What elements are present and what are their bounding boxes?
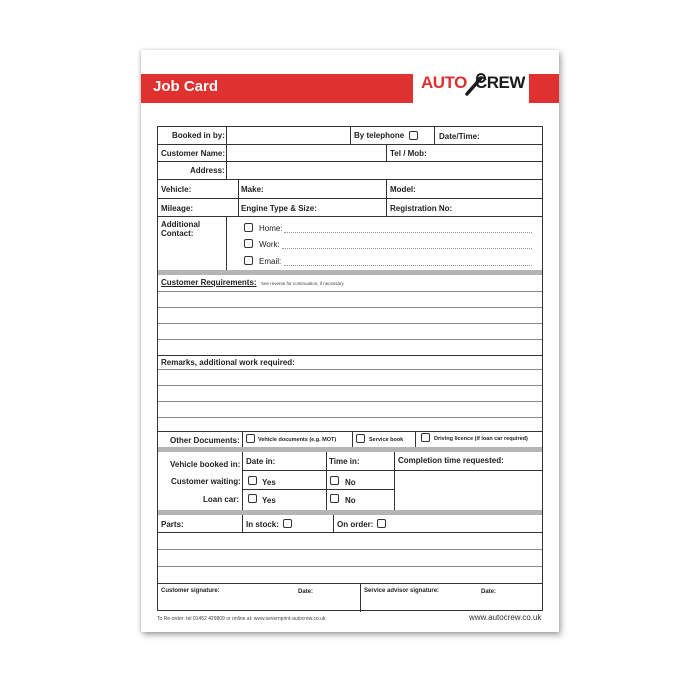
section-separator-3 [158,510,542,515]
advisor-date-label: Date: [481,589,497,595]
tel-mob-label: Tel / Mob: [390,149,427,158]
vehicle-booked-in-label: Vehicle booked in: [170,460,241,469]
email-line[interactable] [284,265,532,266]
on-order-label: On order: [337,520,374,529]
driving-licence-checkbox[interactable] [421,433,430,442]
customer-waiting-no-label: No [345,478,356,487]
other-documents-label: Other Documents: [170,436,240,445]
loan-car-no-label: No [345,496,356,505]
work-line[interactable] [282,248,532,249]
vehicle-label: Vehicle: [161,185,192,194]
home-line[interactable] [284,232,532,233]
by-telephone-checkbox[interactable] [409,131,418,140]
loan-car-yes-checkbox[interactable] [248,494,257,503]
engine-type-label: Engine Type & Size: [241,204,317,213]
loan-car-no-checkbox[interactable] [330,494,339,503]
customer-name-label: Customer Name: [161,149,226,158]
parts-label: Parts: [161,520,184,529]
home-checkbox[interactable] [244,223,253,232]
job-card-sheet [141,50,559,632]
additional-contact-label-1: Additional [161,220,201,229]
reorder-text: To Re-order: tel 01452 429809 or online at: www.severnprint-autocrew.co.uk [157,616,326,622]
customer-waiting-label: Customer waiting: [171,477,241,486]
logo-auto-text: AUTO [421,73,467,92]
on-order-checkbox[interactable] [377,519,386,528]
loan-car-label: Loan car: [203,495,240,504]
customer-waiting-no-checkbox[interactable] [330,476,339,485]
work-label: Work: [259,240,280,249]
customer-requirements-title: Customer Requirements: [161,278,257,287]
customer-date-label: Date: [298,589,314,595]
mileage-label: Mileage: [161,204,194,213]
vehicle-documents-label: Vehicle documents (e.g. MOT) [258,437,337,443]
header-bar-right [529,74,559,103]
logo-crew-text: CREW [475,73,525,92]
in-stock-checkbox[interactable] [283,519,292,528]
work-checkbox[interactable] [244,239,253,248]
website-text: www.autocrew.co.uk [469,613,542,622]
requirements-note: See reverse for continuation, if necessary [261,281,344,286]
remarks-title: Remarks, additional work required: [161,358,295,367]
email-label: Email: [259,257,282,266]
advisor-signature-label: Service advisor signature: [364,588,440,594]
booked-in-by-label: Booked in by: [172,131,225,140]
time-in-label: Time in: [329,457,360,466]
completion-time-label: Completion time requested: [398,456,504,465]
additional-contact-label-2: Contact: [161,229,194,238]
customer-waiting-yes-label: Yes [262,478,276,487]
date-time-label: Date/Time: [439,132,480,141]
email-checkbox[interactable] [244,256,253,265]
driving-licence-label: Driving licence (if loan car required) [434,436,528,442]
in-stock-label: In stock: [246,520,279,529]
section-separator-2 [158,447,542,452]
customer-waiting-yes-checkbox[interactable] [248,476,257,485]
section-separator [158,270,542,275]
customer-signature-label: Customer signature: [161,588,220,594]
loan-car-yes-label: Yes [262,496,276,505]
registration-label: Registration No: [390,204,453,213]
autocrew-logo [419,70,529,104]
service-book-label: Service book [369,437,404,443]
address-label: Address: [190,166,225,175]
page-title: Job Card [153,78,219,95]
make-label: Make: [241,185,264,194]
job-card-form [157,126,543,611]
date-in-label: Date in: [246,457,276,466]
model-label: Model: [390,185,416,194]
by-telephone-label: By telephone [354,131,405,140]
service-book-checkbox[interactable] [356,434,365,443]
vehicle-documents-checkbox[interactable] [246,434,255,443]
home-label: Home: [259,224,283,233]
